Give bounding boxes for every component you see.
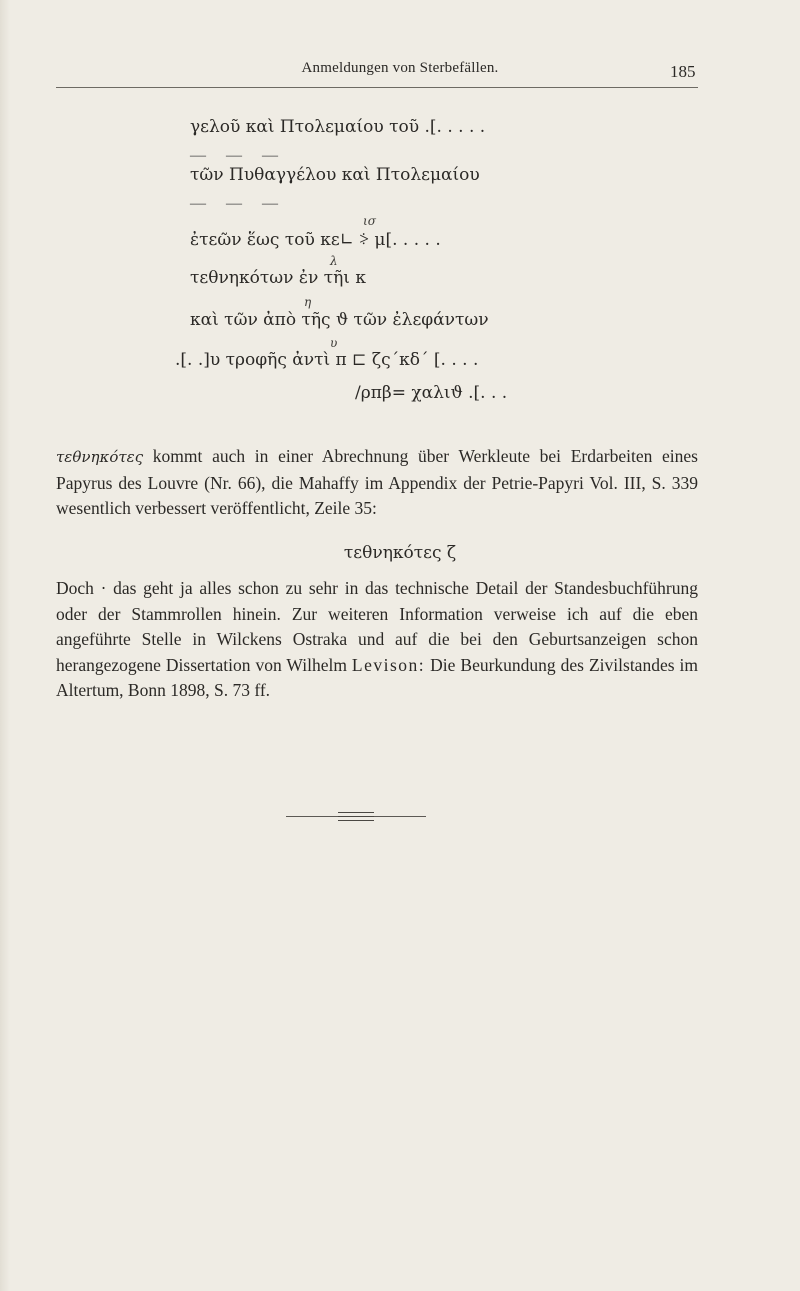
superscript-2: λ <box>330 254 338 268</box>
author-name: Levison: <box>351 654 426 675</box>
omission-dashes-1: — — — <box>190 147 286 164</box>
paragraph-1 <box>56 444 698 522</box>
greek-line-3: ἐτεῶν ἕως τοῦ κε∟ ⸖ μ[. . . . . <box>190 230 441 250</box>
greek-term: τεθνηκότες <box>56 448 144 466</box>
superscript-4: υ <box>330 336 338 350</box>
running-header: Anmeldungen von Sterbefällen. <box>301 60 499 76</box>
paragraph-2-text: Doch · das geht ja alles schon zu sehr in das technische Detail der Standesbuchführung oder der Stammrollen hinein. Zur weiteren Information verweise ich auf die eben angeführte Stelle in Wilckens Ostraka und auf die bei den Geburtsanzeigen schon herangezogene Dissertation von Wilhelm <box>56 578 698 675</box>
quoted-papyrus-line: τεθνηκότες ζ <box>343 543 457 563</box>
paragraph-2-citation: Die Beurkundung des Zivilstandes im Altertum, Bonn 1898, S. 73 ff. <box>56 654 698 700</box>
greek-line-7: /ρπβ= χαλιϑ .[. . . <box>355 383 508 403</box>
omission-dashes-2: — — — <box>190 195 286 212</box>
paragraph-1-text: kommt auch in einer Abrechnung über Werkleute bei Erdarbeiten eines Papyrus des Louvre (Nr. 66), die Mahaffy im Appendix der Petrie-Papyri Vol. III, S. 339 wesentlich verbessert veröffentlicht, Zeile 35: <box>56 446 698 518</box>
greek-line-4: τεθνηκότων ἐν τῆι κ <box>190 268 366 288</box>
greek-line-1: γελοῦ καὶ Πτολεμαίου τοῦ .[. . . . . <box>190 117 486 137</box>
header-rule <box>56 87 698 88</box>
greek-line-5: καὶ τῶν ἀπὸ τῆς ϑ τῶν ἐλεφάντων <box>190 310 489 330</box>
superscript-3: η <box>304 295 312 309</box>
superscript-1: ισ <box>363 214 376 228</box>
greek-line-6: .[. .]υ τροφῆς ἀντὶ π ⊏ ζς´κδ´ [. . . . <box>175 350 479 370</box>
page-number: 185 <box>670 62 696 81</box>
paragraph-2 <box>56 576 698 704</box>
end-ornament <box>338 809 374 823</box>
page-edge <box>0 0 10 1291</box>
greek-line-2: τῶν Πυθαγγέλου καὶ Πτολεμαίου <box>190 165 480 185</box>
